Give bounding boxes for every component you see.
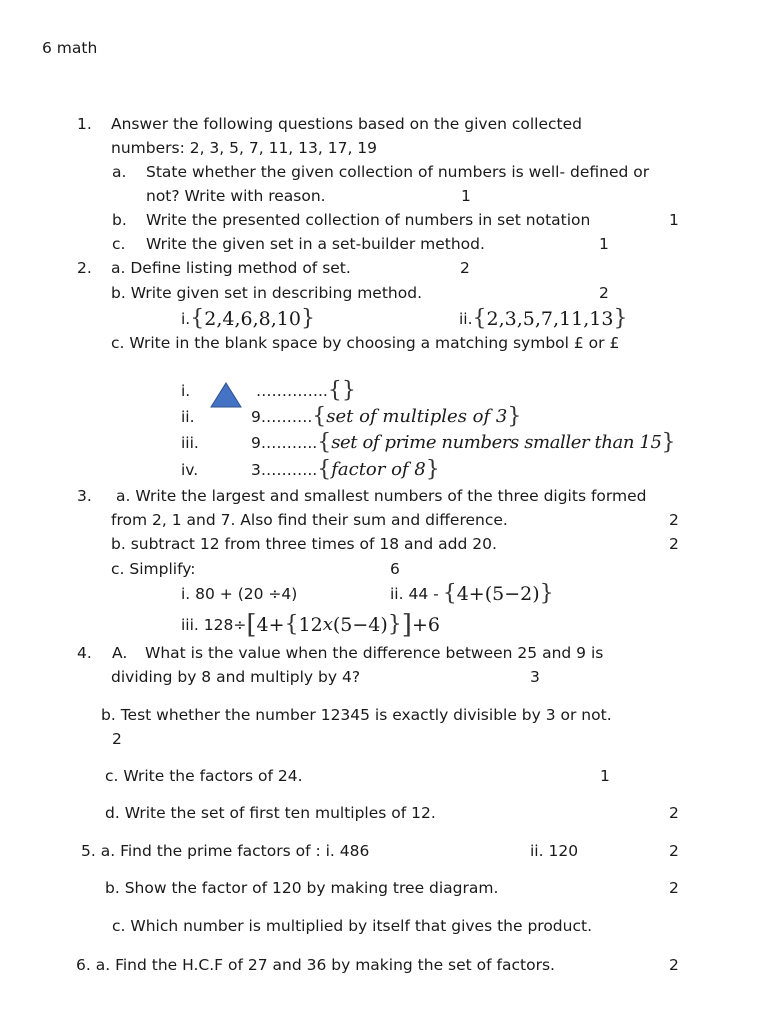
q3c-marks: 6 [390, 560, 400, 578]
q2c-ii-label: ii. [181, 408, 195, 426]
q2c-ii-expr [251, 405, 521, 429]
right-brace: } [539, 581, 554, 606]
q1c-text: Write the given set in a set-builder method. [146, 235, 485, 253]
q2c-iv-expr [251, 458, 440, 482]
q6a-text: 6. a. Find the H.C.F of 27 and 36 by making the set of factors. [76, 956, 555, 974]
q2c-ii-lead: 9………. [251, 408, 313, 426]
q2c-i-blank [256, 379, 356, 403]
q5c-text: c. Which number is multiplied by itself that gives the product. [112, 917, 592, 935]
triangle-icon [209, 381, 243, 409]
right-brace: } [661, 430, 676, 455]
q2c-i-empty-set: {} [327, 378, 356, 403]
left-brace: { [442, 581, 457, 606]
q4b-text: b. Test whether the number 12345 is exactly divisible by 3 or not. [101, 706, 612, 724]
q4a-text-line1: What is the value when the difference between 25 and 9 is [145, 644, 604, 662]
left-brace: { [472, 306, 487, 331]
right-brace: } [507, 404, 522, 429]
q1-text-line2: numbers: 2, 3, 5, 7, 11, 13, 17, 19 [111, 139, 378, 157]
q2b-set-ii-elements: 2,3,5,7,11,13 [486, 308, 614, 330]
q2a-marks: 2 [460, 259, 470, 277]
q1-text-line1: Answer the following questions based on the given collected [111, 115, 583, 133]
q2b-set-i-label: i. [181, 310, 191, 328]
q1c-marks: 1 [599, 235, 609, 253]
q4c-marks: 1 [600, 767, 610, 785]
right-brace: } [300, 306, 315, 331]
left-brace: { [317, 457, 332, 482]
q3b-marks: 2 [669, 535, 679, 553]
q2c-ii-set: set of multiples of 3 [326, 406, 508, 427]
q2c-iv-set: factor of 8 [331, 459, 426, 480]
q1c-label: c. [112, 235, 126, 253]
q5b-marks: 2 [669, 879, 679, 897]
q2c-i-dots: ………….. [256, 382, 328, 400]
q1b-text: Write the presented collection of numbers in set notation [146, 211, 591, 229]
q1a-marks: 1 [461, 187, 471, 205]
q6a-marks: 2 [669, 956, 679, 974]
q3c-iii-part-c: (5−4) [332, 614, 388, 636]
q3c-iii-part-a: 4+ [256, 614, 285, 636]
q3c-ii-prefix: ii. 44 - [390, 585, 439, 603]
q2b-set-ii-label: ii. [459, 310, 473, 328]
q3c-ii-inner: 4+(5−2) [456, 583, 540, 605]
q2c-iii-lead: 9……….. [251, 434, 318, 452]
left-bracket: [ [246, 610, 257, 640]
q4d-marks: 2 [669, 804, 679, 822]
q5a-ii: ii. 120 [530, 842, 579, 860]
q3c-text: c. Simplify: [111, 560, 196, 578]
page-header: 6 math [42, 39, 98, 57]
q4a-marks: 3 [530, 668, 540, 686]
q5a-text: 5. a. Find the prime factors of : i. 486 [81, 842, 370, 860]
q4b-marks: 2 [112, 730, 122, 748]
q3c-iii [181, 612, 440, 638]
q3b-text: b. subtract 12 from three times of 18 and add 20. [111, 535, 497, 553]
q3a-text-line2: from 2, 1 and 7. Also find their sum and difference. [111, 511, 508, 529]
q1a-text-line2: not? Write with reason. [146, 187, 326, 205]
q4a-text-line2: dividing by 8 and multiply by 4? [111, 668, 361, 686]
q2b-set-i [181, 307, 315, 331]
q2c-text: c. Write in the blank space by choosing a matching symbol £ or £ [111, 334, 620, 352]
q2c-iii-label: iii. [181, 434, 199, 452]
q3c-i: i. 80 + (20 ÷4) [181, 585, 298, 603]
q3-number: 3. [77, 487, 92, 505]
q4d-text: d. Write the set of first ten multiples of 12. [105, 804, 436, 822]
q3c-ii [390, 582, 554, 606]
q3c-iii-prefix: iii. 128÷ [181, 616, 247, 634]
q2b-set-ii [459, 307, 627, 331]
q4c-text: c. Write the factors of 24. [105, 767, 303, 785]
q1b-marks: 1 [669, 211, 679, 229]
q2c-iii-expr [251, 431, 676, 455]
q2c-iii-set: set of prime numbers smaller than 15 [331, 432, 662, 453]
q2-number: 2. [77, 259, 92, 277]
q2b-text: b. Write given set in describing method. [111, 284, 422, 302]
q3a-marks: 2 [669, 511, 679, 529]
left-brace: { [284, 612, 299, 637]
q4-number: 4. [77, 644, 92, 662]
q3c-iii-times: x [322, 614, 333, 635]
left-brace: { [312, 404, 327, 429]
q2c-iv-label: iv. [181, 461, 199, 479]
right-brace: } [425, 457, 440, 482]
q2a-text: a. Define listing method of set. [111, 259, 351, 277]
q2c-i-label: i. [181, 382, 191, 400]
q1a-label: a. [112, 163, 127, 181]
q2b-marks: 2 [599, 284, 609, 302]
left-brace: { [317, 430, 332, 455]
q4a-label: A. [112, 644, 128, 662]
right-brace: } [387, 612, 402, 637]
q2c-iv-lead: 3……….. [251, 461, 318, 479]
left-brace: { [190, 306, 205, 331]
q1a-text-line1: State whether the given collection of numbers is well- defined or [146, 163, 650, 181]
q3c-iii-part-b: 12 [298, 614, 323, 636]
right-bracket: ] [401, 610, 412, 640]
q5a-marks: 2 [669, 842, 679, 860]
q1-number: 1. [77, 115, 92, 133]
q5b-text: b. Show the factor of 120 by making tree diagram. [105, 879, 499, 897]
q1b-label: b. [112, 211, 127, 229]
q3c-iii-tail: +6 [411, 614, 440, 636]
q2b-set-i-elements: 2,4,6,8,10 [204, 308, 301, 330]
right-brace: } [613, 306, 628, 331]
q3a-text-line1: a. Write the largest and smallest numbers of the three digits formed [116, 487, 647, 505]
